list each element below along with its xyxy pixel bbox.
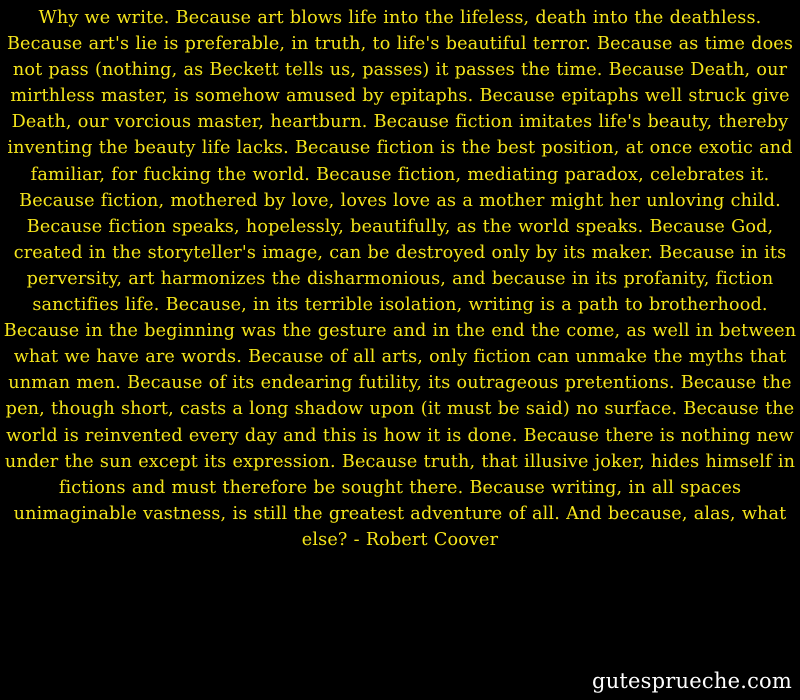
watermark-text: gutesprueche.com bbox=[592, 669, 792, 693]
quote-text: Why we write. Because art blows life into the lifeless, death into the deathless. Because art's lie is preferable, in truth, to life's beautiful terror. Because as time does not pass (nothing, as Beckett tells us, passes) it passes the time. Because Death, our mirthless master, is somehow amused by epitaphs. Because epitaphs well struck give Death, our vorcious master, heartburn. Because fiction imitates life's beauty, thereby inventing the beauty life lacks. Because fiction is the best position, at once exotic and familiar, for fucking the world. Because fiction, mediating paradox, celebrates it. Because fiction, mothered by love, loves love as a mother might her unloving child. Because fiction speaks, hopelessly, beautifully, as the world speaks. Because God, created in the storyteller's image, can be destroyed only by its maker. Because in its perversity, art harmonizes the disharmonious, and because in its profanity, fiction sanctifies life. Because, in its terrible isolation, writing is a path to brotherhood. Because in the beginning was the gesture and in the end the come, as well in between what we have are words. Because of all arts, only fiction can unmake the myths that unman men. Because of its endearing futility, its outrageous pretentions. Because the pen, though short, casts a long shadow upon (it must be said) no surface. Because the world is reinvented every day and this is how it is done. Because there is nothing new under the sun except its expression. Because truth, that illusive joker, hides himself in fictions and must therefore be sought there. Because writing, in all spaces unimaginable vastness, is still the greatest adventure of all. And because, alas, what else? - Robert Coover bbox=[3, 8, 797, 550]
